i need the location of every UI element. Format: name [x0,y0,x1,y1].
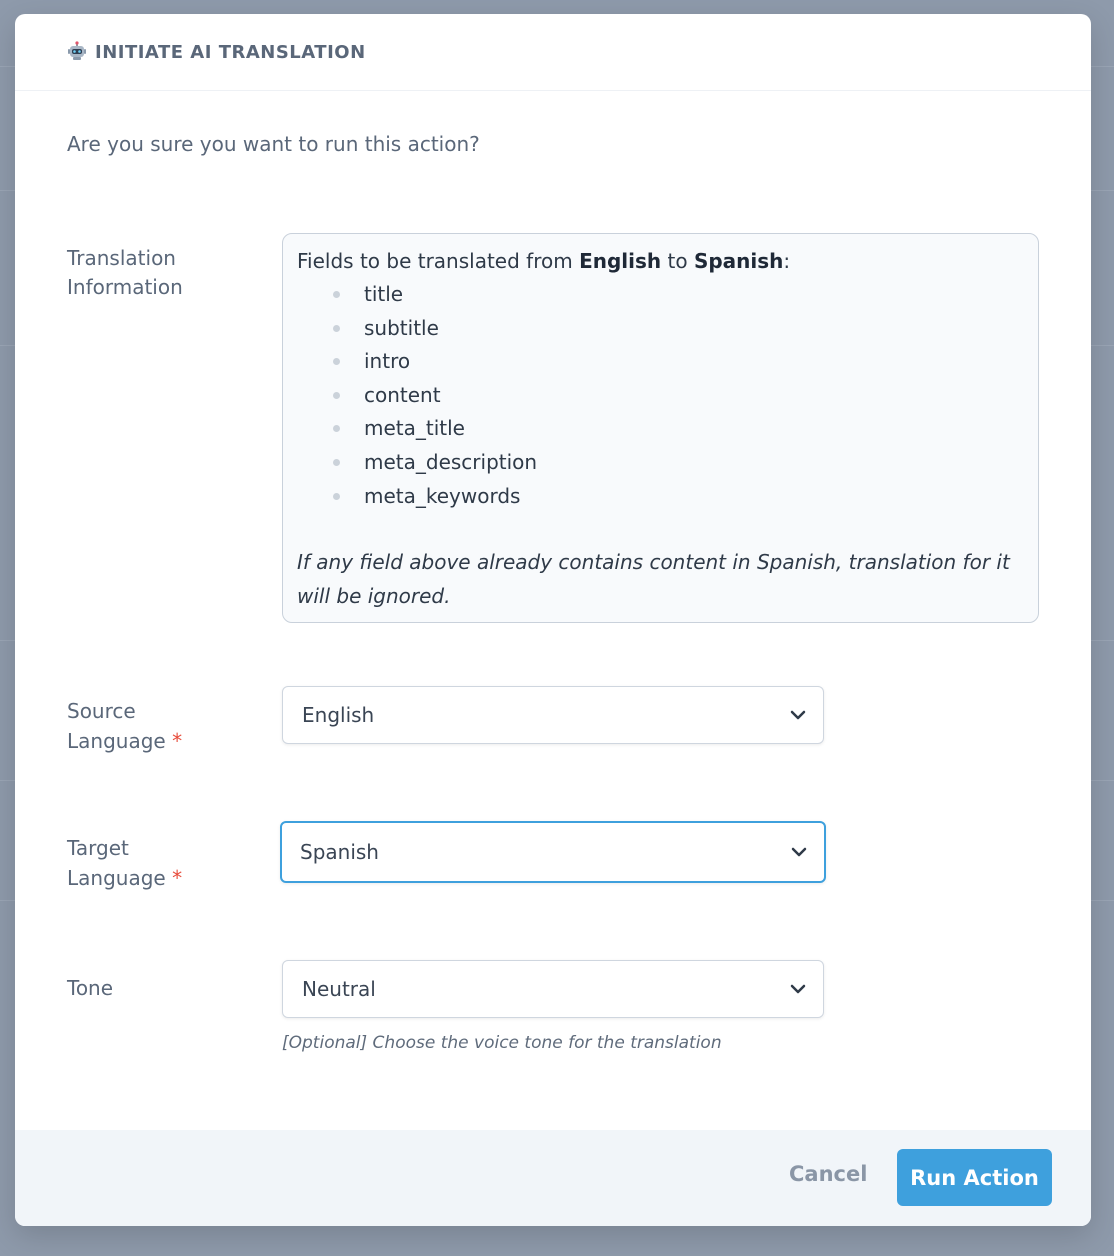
label-line: Translation [67,246,176,270]
select-value: English [302,703,375,727]
intro-text: Fields to be translated from [297,249,580,273]
modal-title: INITIATE AI TRANSLATION [95,41,366,63]
field-list [297,278,1024,513]
label-line: Source [67,699,136,723]
bullet-icon [333,325,340,332]
info-intro [297,244,1024,278]
label-line: Information [67,275,183,299]
label-line [67,727,182,756]
list-item [297,345,1024,379]
intro-text: : [783,249,791,273]
list-item [297,412,1024,446]
action-modal [15,14,1091,1226]
required-indicator: * [172,729,183,753]
bullet-icon [333,392,340,399]
tone-help-text: [Optional] Choose the voice tone for the translation [282,1033,722,1053]
bullet-icon [333,459,340,466]
modal-footer [15,1130,1091,1226]
list-item [297,278,1024,312]
field-name: intro [364,349,411,374]
bullet-icon [333,291,340,298]
bullet-icon [333,358,340,365]
list-item [297,446,1024,480]
field-name: meta_keywords [364,483,521,508]
field-name: meta_title [364,416,465,441]
bullet-icon [333,493,340,500]
label-text: Language [67,729,166,753]
tone-label: Tone [67,976,114,1000]
modal-header [15,14,1091,91]
source-language-select[interactable] [282,686,824,744]
chevron-down-icon [789,706,807,724]
translation-info-label [67,244,183,302]
source-language-name: English [579,249,662,273]
field-name: subtitle [364,315,439,340]
source-language-label [67,697,182,756]
run-action-button[interactable]: Run Action [897,1149,1052,1206]
cancel-button[interactable]: Cancel [789,1162,868,1186]
label-line [67,864,182,893]
label-line: Target [67,836,129,860]
target-language-select[interactable] [280,821,826,883]
tone-select[interactable] [282,960,824,1018]
list-item [297,379,1024,413]
chevron-down-icon [789,980,807,998]
chevron-down-icon [790,843,808,861]
field-name: meta_description [364,449,538,474]
select-value: Spanish [300,840,379,864]
target-language-name: Spanish [693,249,784,273]
list-item [297,312,1024,346]
required-indicator: * [172,866,183,890]
field-name: content [364,382,441,407]
select-value: Neutral [302,977,376,1001]
label-text: Language [67,866,166,890]
list-item [297,480,1024,514]
intro-text: to [661,249,694,273]
robot-icon [67,41,87,61]
target-language-label [67,834,182,893]
confirm-text: Are you sure you want to run this action? [67,132,480,156]
translation-info-box [282,233,1039,623]
bullet-icon [333,425,340,432]
field-name: title [364,282,404,306]
info-note: If any field above already contains content in Spanish, translation for it will be ignored. [297,550,1010,609]
